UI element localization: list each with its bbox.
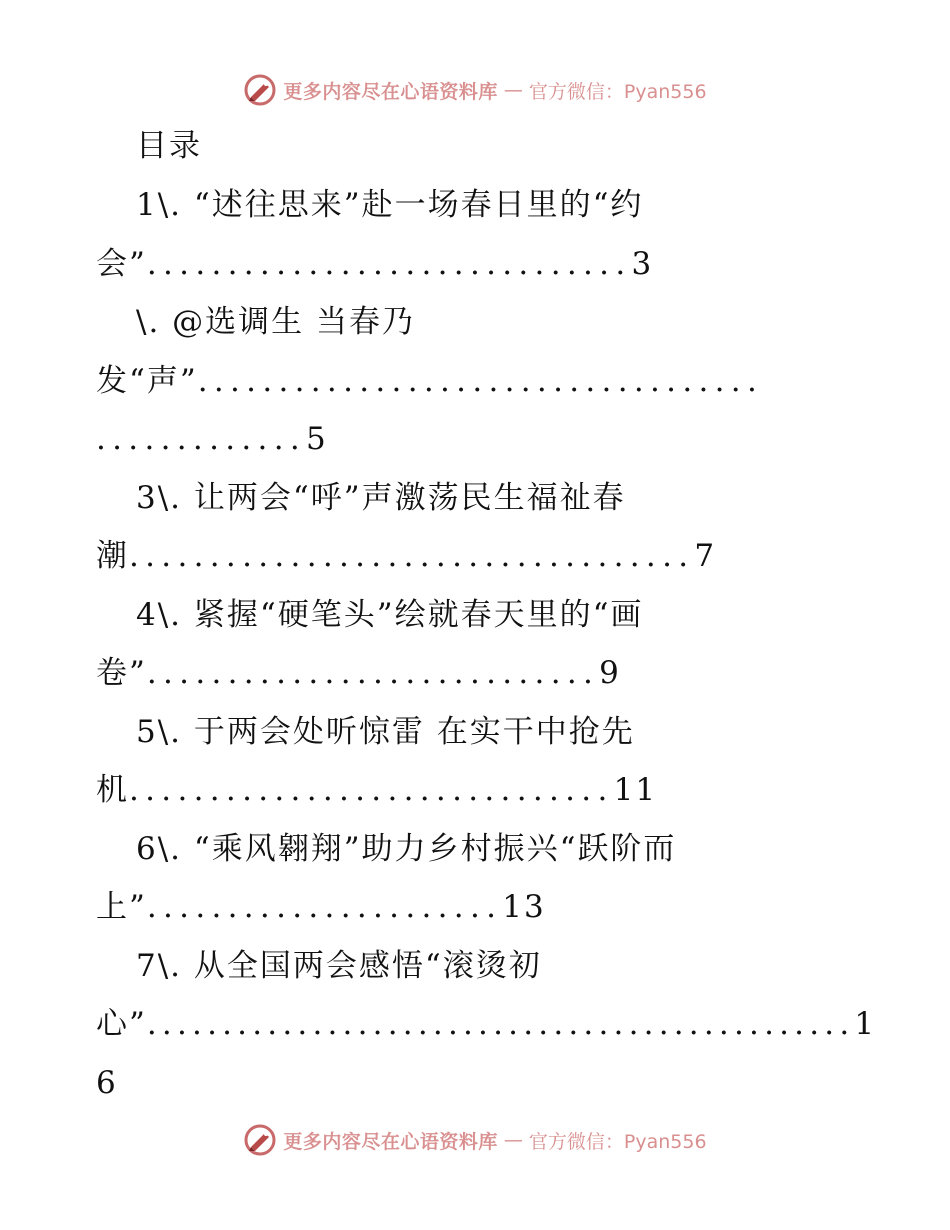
toc-leader-dots: ...................... (146, 889, 503, 925)
toc-entry-4-title[interactable]: 4\. 紧握“硬笔头”绘就春天里的“画 (136, 597, 644, 633)
toc-entry-2-tail: 发“声” (96, 363, 198, 399)
toc-entry-2-page-line[interactable] (96, 419, 328, 459)
toc-entry-5-title[interactable]: 5\. 于两会处听惊雷 在实干中抢先 (136, 714, 635, 750)
toc-entry-6-tail: 上” (96, 889, 147, 925)
toc-page-number: 11 (613, 772, 658, 808)
toc-leader-dots: ............................................... (146, 1006, 855, 1042)
toc-entry-1-title[interactable]: 1\. “述往思来”赴一场春日里的“约 (136, 187, 644, 223)
banner-separator: — (503, 1129, 523, 1151)
toc-leader-dots: .............................. (129, 772, 614, 808)
toc-page-number: 3 (631, 246, 654, 282)
pen-logo-icon (243, 73, 277, 107)
banner-title: 更多内容尽在心语资料库 (283, 1130, 498, 1153)
header-watermark-banner (0, 70, 950, 110)
banner-contact: 官方微信：Pyan556 (528, 80, 707, 103)
toc-leader-dots: ................................... (129, 538, 695, 574)
toc-leader-dots: ............................ (146, 655, 600, 691)
toc-entry-5-tail: 机 (96, 772, 129, 808)
toc-leader-dots: ............. (96, 421, 307, 457)
toc-leader-dots: ................................... (197, 363, 764, 399)
toc-entry-5-continuation[interactable] (96, 770, 657, 810)
toc-entry-4-tail: 卷” (96, 655, 147, 691)
toc-entry-3-continuation[interactable] (96, 536, 716, 576)
toc-leader-dots: .............................. (146, 246, 632, 282)
toc-entry-7-tail: 心” (96, 1006, 147, 1042)
toc-page-number: 13 (502, 889, 546, 925)
toc-page-number: 7 (694, 538, 717, 574)
pen-logo-icon (243, 1123, 277, 1157)
toc-page-number: 1 (854, 1006, 877, 1042)
footer-watermark-banner (0, 1120, 950, 1160)
banner-contact: 官方微信：Pyan556 (528, 1130, 707, 1153)
toc-entry-7-continuation[interactable] (96, 1004, 876, 1044)
toc-entry-1-tail: 会” (96, 246, 147, 282)
toc-heading: 目录 (136, 128, 202, 164)
banner-title: 更多内容尽在心语资料库 (283, 80, 498, 103)
toc-entry-3-title[interactable]: 3\. 让两会“呼”声激荡民生福祉春 (136, 480, 626, 516)
toc-entry-6-title[interactable]: 6\. “乘风翱翔”助力乡村振兴“跃阶而 (136, 831, 677, 867)
toc-entry-2-continuation[interactable] (96, 361, 763, 401)
banner-separator: — (503, 79, 523, 101)
toc-page-number: 9 (599, 655, 621, 691)
toc-entry-6-continuation[interactable] (96, 887, 546, 927)
toc-entry-3-tail: 潮 (96, 538, 129, 574)
toc-entry-2-title[interactable]: \. @选调生 当春乃 (136, 304, 416, 340)
toc-entry-4-continuation[interactable] (96, 653, 621, 693)
toc-page-number: 5 (306, 421, 328, 457)
toc-entry-1-continuation[interactable] (96, 244, 653, 284)
toc-entry-7-title[interactable]: 7\. 从全国两会感悟“滚烫初 (136, 948, 542, 984)
toc-entry-7-page-wrap: 6 (96, 1065, 118, 1101)
